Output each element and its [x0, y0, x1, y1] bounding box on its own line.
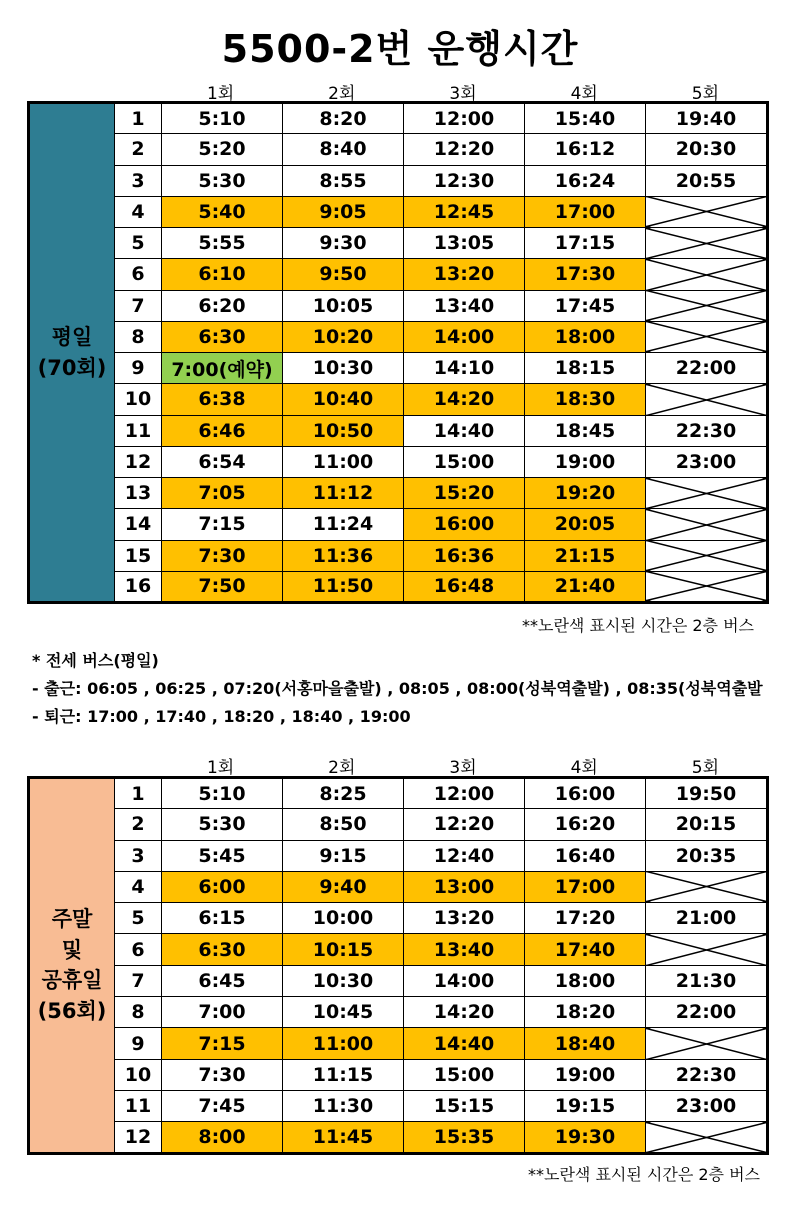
departure-time-cell: 6:45	[162, 965, 283, 996]
departure-time-cell: 18:15	[525, 353, 646, 384]
departure-time-cell: 13:40	[404, 290, 525, 321]
departure-time-cell: 6:46	[162, 415, 283, 446]
row-index: 1	[115, 103, 162, 134]
departure-time-cell: 11:15	[283, 1059, 404, 1090]
no-service-cell	[646, 1028, 768, 1059]
departure-time-cell: 21:30	[646, 965, 768, 996]
departure-time-cell: 6:15	[162, 903, 283, 934]
departure-time-cell: 11:45	[283, 1122, 404, 1153]
departure-time-cell: 16:12	[525, 134, 646, 165]
table-row	[29, 934, 768, 965]
column-header: 1회	[206, 84, 235, 104]
row-index: 7	[115, 965, 162, 996]
departure-time-cell: 8:40	[283, 134, 404, 165]
row-index: 4	[115, 871, 162, 902]
departure-time-cell: 5:45	[162, 840, 283, 871]
departure-time-cell: 20:15	[646, 809, 768, 840]
row-index: 2	[115, 809, 162, 840]
table-row	[29, 1090, 768, 1121]
departure-time-cell: 19:15	[525, 1090, 646, 1121]
row-index: 9	[115, 1028, 162, 1059]
departure-time-cell: 10:30	[283, 965, 404, 996]
departure-time-cell: 6:10	[162, 259, 283, 290]
no-service-cell	[646, 509, 768, 540]
departure-time-cell: 7:15	[162, 1028, 283, 1059]
departure-time-cell: 8:20	[283, 103, 404, 134]
no-service-cell	[646, 478, 768, 509]
departure-time-cell: 16:00	[404, 509, 525, 540]
no-service-cell	[646, 540, 768, 571]
column-header: 3회	[449, 84, 477, 104]
table-row	[29, 321, 768, 352]
row-index: 10	[115, 1059, 162, 1090]
departure-time-cell: 19:40	[646, 103, 768, 134]
departure-time-cell: 18:00	[525, 965, 646, 996]
row-index: 3	[115, 840, 162, 871]
departure-time-cell: 22:00	[646, 353, 768, 384]
departure-time-cell: 15:20	[404, 478, 525, 509]
row-index: 7	[115, 290, 162, 321]
page-title: 5500-2번 운행시간	[221, 27, 579, 71]
charter-bus-info	[32, 647, 800, 731]
table-row	[29, 165, 768, 196]
departure-time-cell: 21:00	[646, 903, 768, 934]
departure-time-cell: 20:55	[646, 165, 768, 196]
charter-title: * 전세 버스(평일)	[32, 651, 159, 670]
departure-time-cell: 5:30	[162, 809, 283, 840]
departure-time-cell: 7:45	[162, 1090, 283, 1121]
departure-time-cell: 22:30	[646, 1059, 768, 1090]
departure-time-cell: 16:20	[525, 809, 646, 840]
table-row	[29, 903, 768, 934]
departure-time-cell: 6:38	[162, 384, 283, 415]
departure-time-cell: 11:00	[283, 446, 404, 477]
departure-time-cell: 19:30	[525, 1122, 646, 1153]
row-index: 8	[115, 997, 162, 1028]
table-row	[29, 540, 768, 571]
departure-time-cell: 14:20	[404, 997, 525, 1028]
no-service-cell	[646, 871, 768, 902]
departure-time-cell: 19:00	[525, 446, 646, 477]
no-service-cell	[646, 228, 768, 259]
row-index: 5	[115, 228, 162, 259]
departure-time-cell: 18:00	[525, 321, 646, 352]
departure-time-cell: 23:00	[646, 446, 768, 477]
table-row	[29, 134, 768, 165]
label-line: 주말	[51, 907, 93, 932]
departure-time-cell: 10:20	[283, 321, 404, 352]
table-row	[29, 353, 768, 384]
departure-time-cell: 16:48	[404, 571, 525, 602]
table-row	[29, 446, 768, 477]
departure-time-cell: 12:20	[404, 134, 525, 165]
departure-time-cell: 9:15	[283, 840, 404, 871]
double-decker-note: **노란색 표시된 시간은 2층 버스	[522, 616, 754, 635]
departure-time-cell: 17:15	[525, 228, 646, 259]
departure-time-cell: 14:10	[404, 353, 525, 384]
departure-time-cell: 13:00	[404, 871, 525, 902]
row-index: 10	[115, 384, 162, 415]
table-row	[29, 778, 768, 809]
column-header: 5회	[691, 758, 720, 778]
no-service-cell	[646, 259, 768, 290]
departure-time-cell: 6:20	[162, 290, 283, 321]
table-row	[29, 384, 768, 415]
column-header: 2회	[328, 758, 356, 778]
no-service-cell	[646, 934, 768, 965]
departure-time-cell: 20:35	[646, 840, 768, 871]
charter-commute-out: - 퇴근: 17:00 , 17:40 , 18:20 , 18:40 , 19:00	[32, 707, 411, 726]
row-index: 12	[115, 446, 162, 477]
departure-time-cell: 6:54	[162, 446, 283, 477]
no-service-cell	[646, 290, 768, 321]
departure-time-cell: 22:00	[646, 997, 768, 1028]
departure-time-cell: 15:35	[404, 1122, 525, 1153]
row-index: 15	[115, 540, 162, 571]
departure-time-cell: 9:50	[283, 259, 404, 290]
weekend-column-headers	[160, 753, 766, 778]
departure-time-cell: 9:40	[283, 871, 404, 902]
departure-time-cell: 17:40	[525, 934, 646, 965]
table-row	[29, 1028, 768, 1059]
label-line: 평일	[51, 325, 93, 350]
table-row	[29, 997, 768, 1028]
row-index: 16	[115, 571, 162, 602]
departure-time-cell: 18:45	[525, 415, 646, 446]
departure-time-cell: 10:45	[283, 997, 404, 1028]
label-line: (56회)	[37, 998, 107, 1023]
departure-time-cell: 8:25	[283, 778, 404, 809]
departure-time-cell: 11:36	[283, 540, 404, 571]
no-service-cell	[646, 571, 768, 602]
row-index: 14	[115, 509, 162, 540]
departure-time-cell: 13:20	[404, 259, 525, 290]
departure-time-cell: 10:30	[283, 353, 404, 384]
departure-time-cell: 13:20	[404, 903, 525, 934]
departure-time-cell: 19:50	[646, 778, 768, 809]
departure-time-cell: 11:30	[283, 1090, 404, 1121]
departure-time-cell: 14:40	[404, 415, 525, 446]
label-line: (70회)	[37, 355, 107, 380]
no-service-cell	[646, 384, 768, 415]
table-row	[29, 509, 768, 540]
departure-time-cell: 16:36	[404, 540, 525, 571]
departure-time-cell: 12:00	[404, 778, 525, 809]
departure-time-cell: 17:00	[525, 871, 646, 902]
departure-time-cell: 14:00	[404, 965, 525, 996]
table-row	[29, 228, 768, 259]
departure-time-cell: 8:00	[162, 1122, 283, 1153]
departure-time-cell: 10:40	[283, 384, 404, 415]
table-row	[29, 840, 768, 871]
departure-time-cell: 15:00	[404, 1059, 525, 1090]
departure-time-cell: 5:55	[162, 228, 283, 259]
double-decker-note: **노란색 표시된 시간은 2층 버스	[528, 1165, 760, 1184]
table-row	[29, 1059, 768, 1090]
departure-time-cell: 7:00	[162, 997, 283, 1028]
departure-time-cell: 7:50	[162, 571, 283, 602]
departure-time-cell: 21:15	[525, 540, 646, 571]
departure-time-cell: 10:15	[283, 934, 404, 965]
departure-time-cell: 13:40	[404, 934, 525, 965]
departure-time-cell: 12:45	[404, 196, 525, 227]
departure-time-cell: 12:20	[404, 809, 525, 840]
row-index: 4	[115, 196, 162, 227]
departure-time-cell: 10:50	[283, 415, 404, 446]
table-row	[29, 415, 768, 446]
departure-time-cell: 7:00(예약)	[162, 353, 283, 384]
departure-time-cell: 10:05	[283, 290, 404, 321]
column-header: 4회	[570, 84, 598, 104]
departure-time-cell: 7:30	[162, 1059, 283, 1090]
departure-time-cell: 11:12	[283, 478, 404, 509]
departure-time-cell: 19:20	[525, 478, 646, 509]
weekend-schedule-table	[27, 776, 769, 1155]
weekday-label	[29, 103, 115, 603]
departure-time-cell: 11:00	[283, 1028, 404, 1059]
table-row	[29, 571, 768, 602]
table-row	[29, 259, 768, 290]
charter-commute-in: - 출근: 06:05 , 06:25 , 07:20(서홍마을출발) , 08:05 , 08:00(성북역출발) , 08:35(성북역출발	[32, 679, 763, 698]
departure-time-cell: 15:15	[404, 1090, 525, 1121]
departure-time-cell: 11:24	[283, 509, 404, 540]
departure-time-cell: 22:30	[646, 415, 768, 446]
departure-time-cell: 15:40	[525, 103, 646, 134]
departure-time-cell: 5:30	[162, 165, 283, 196]
departure-time-cell: 5:10	[162, 778, 283, 809]
departure-time-cell: 11:50	[283, 571, 404, 602]
departure-time-cell: 20:30	[646, 134, 768, 165]
departure-time-cell: 5:40	[162, 196, 283, 227]
table-row	[29, 478, 768, 509]
table-row	[29, 809, 768, 840]
departure-time-cell: 6:30	[162, 934, 283, 965]
departure-time-cell: 23:00	[646, 1090, 768, 1121]
row-index: 11	[115, 1090, 162, 1121]
departure-time-cell: 17:30	[525, 259, 646, 290]
no-service-cell	[646, 196, 768, 227]
departure-time-cell: 12:40	[404, 840, 525, 871]
label-line: 공휴일	[41, 968, 103, 993]
row-index: 1	[115, 778, 162, 809]
departure-time-cell: 18:30	[525, 384, 646, 415]
table-row	[29, 103, 768, 134]
row-index: 2	[115, 134, 162, 165]
table-row	[29, 196, 768, 227]
departure-time-cell: 18:40	[525, 1028, 646, 1059]
departure-time-cell: 21:40	[525, 571, 646, 602]
departure-time-cell: 12:30	[404, 165, 525, 196]
departure-time-cell: 8:55	[283, 165, 404, 196]
departure-time-cell: 16:24	[525, 165, 646, 196]
departure-time-cell: 15:00	[404, 446, 525, 477]
departure-time-cell: 7:15	[162, 509, 283, 540]
departure-time-cell: 12:00	[404, 103, 525, 134]
departure-time-cell: 14:40	[404, 1028, 525, 1059]
departure-time-cell: 10:00	[283, 903, 404, 934]
row-index: 9	[115, 353, 162, 384]
departure-time-cell: 13:05	[404, 228, 525, 259]
departure-time-cell: 17:20	[525, 903, 646, 934]
departure-time-cell: 6:00	[162, 871, 283, 902]
row-index: 13	[115, 478, 162, 509]
weekend-label	[29, 778, 115, 1154]
column-header: 5회	[691, 84, 720, 104]
no-service-cell	[646, 321, 768, 352]
label-line: 및	[61, 937, 83, 962]
row-index: 8	[115, 321, 162, 352]
departure-time-cell: 5:20	[162, 134, 283, 165]
departure-time-cell: 17:45	[525, 290, 646, 321]
row-index: 12	[115, 1122, 162, 1153]
row-index: 11	[115, 415, 162, 446]
departure-time-cell: 7:05	[162, 478, 283, 509]
weekday-schedule-table	[27, 101, 769, 604]
departure-time-cell: 6:30	[162, 321, 283, 352]
no-service-cell	[646, 1122, 768, 1153]
departure-time-cell: 7:30	[162, 540, 283, 571]
column-header: 2회	[328, 84, 356, 104]
departure-time-cell: 16:40	[525, 840, 646, 871]
column-header: 4회	[570, 758, 598, 778]
row-index: 6	[115, 934, 162, 965]
departure-time-cell: 19:00	[525, 1059, 646, 1090]
departure-time-cell: 8:50	[283, 809, 404, 840]
departure-time-cell: 5:10	[162, 103, 283, 134]
table-row	[29, 871, 768, 902]
departure-time-cell: 18:20	[525, 997, 646, 1028]
table-row	[29, 290, 768, 321]
departure-time-cell: 9:30	[283, 228, 404, 259]
departure-time-cell: 9:05	[283, 196, 404, 227]
departure-time-cell: 20:05	[525, 509, 646, 540]
column-header: 3회	[449, 758, 477, 778]
departure-time-cell: 14:00	[404, 321, 525, 352]
row-index: 5	[115, 903, 162, 934]
departure-time-cell: 14:20	[404, 384, 525, 415]
table-row	[29, 965, 768, 996]
departure-time-cell: 16:00	[525, 778, 646, 809]
row-index: 6	[115, 259, 162, 290]
row-index: 3	[115, 165, 162, 196]
departure-time-cell: 17:00	[525, 196, 646, 227]
column-header: 1회	[206, 758, 235, 778]
table-row	[29, 1122, 768, 1153]
